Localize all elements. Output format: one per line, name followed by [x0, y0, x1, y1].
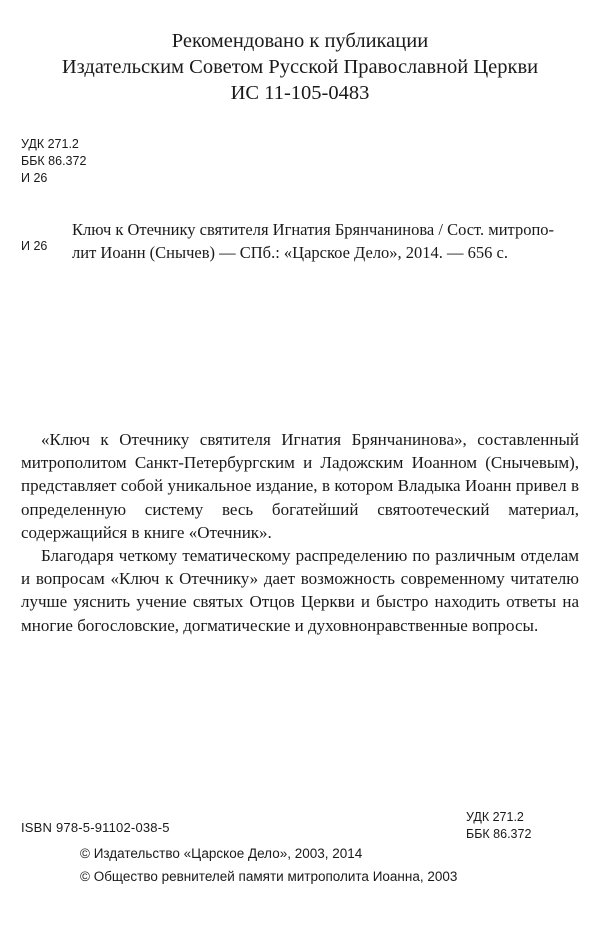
- annotation: [21, 428, 579, 637]
- annotation-paragraph-2: Благодаря четкому тематическому распределению по различным отделам и вопросам «Ключ к Отечнику» дает возможность современному читателю лучше уяснить учение святых Отцов Церкви и быстро находить ответы на многие богословские, догматические и духовнонравственные вопросы.: [21, 546, 579, 635]
- approval-line: Рекомендовано к публикации: [171, 30, 429, 52]
- bibliographic-record: [72, 218, 579, 264]
- bibliographic-line-2: лит Иоанн (Снычев) — СПб.: «Царское Дело», 2014. — 656 с.: [72, 243, 509, 262]
- classification-codes-top: [21, 136, 86, 187]
- publication-approval-header: [0, 28, 600, 106]
- isbn: ISBN 978-5-91102-038-5: [21, 820, 170, 835]
- bbk-code: ББК 86.372: [21, 154, 87, 168]
- udk-code-bottom: УДК 271.2: [466, 810, 524, 824]
- bbk-code-bottom: ББК 86.372: [466, 827, 532, 841]
- copyright-society: © Общество ревнителей памяти митрополита Иоанна, 2003: [80, 869, 458, 884]
- classification-codes-bottom: [466, 809, 531, 843]
- bibliographic-author-mark: И 26: [21, 239, 48, 253]
- author-mark: И 26: [21, 171, 48, 185]
- publishing-council-line: Издательским Советом Русской Православной Церкви: [61, 56, 539, 78]
- bibliographic-line-1: Ключ к Отечнику святителя Игнатия Брянчанинова / Сост. митропо-: [72, 220, 555, 239]
- udk-code: УДК 271.2: [21, 137, 79, 151]
- copyright-publisher: © Издательство «Царское Дело», 2003, 2014: [80, 846, 363, 861]
- copyright-notice: [80, 842, 457, 888]
- approval-number: ИС 11-105-0483: [230, 82, 370, 104]
- annotation-paragraph-1: «Ключ к Отечнику святителя Игнатия Брянчанинова», составленный митрополитом Санкт-Петербургским и Ладожским Иоанном (Снычевым), представляет собой уникальное издание, в котором Владыка Иоанн привел в определенную систему весь богатейший святоотеческий материал, содержащийся в книге «Отечник».: [21, 430, 579, 542]
